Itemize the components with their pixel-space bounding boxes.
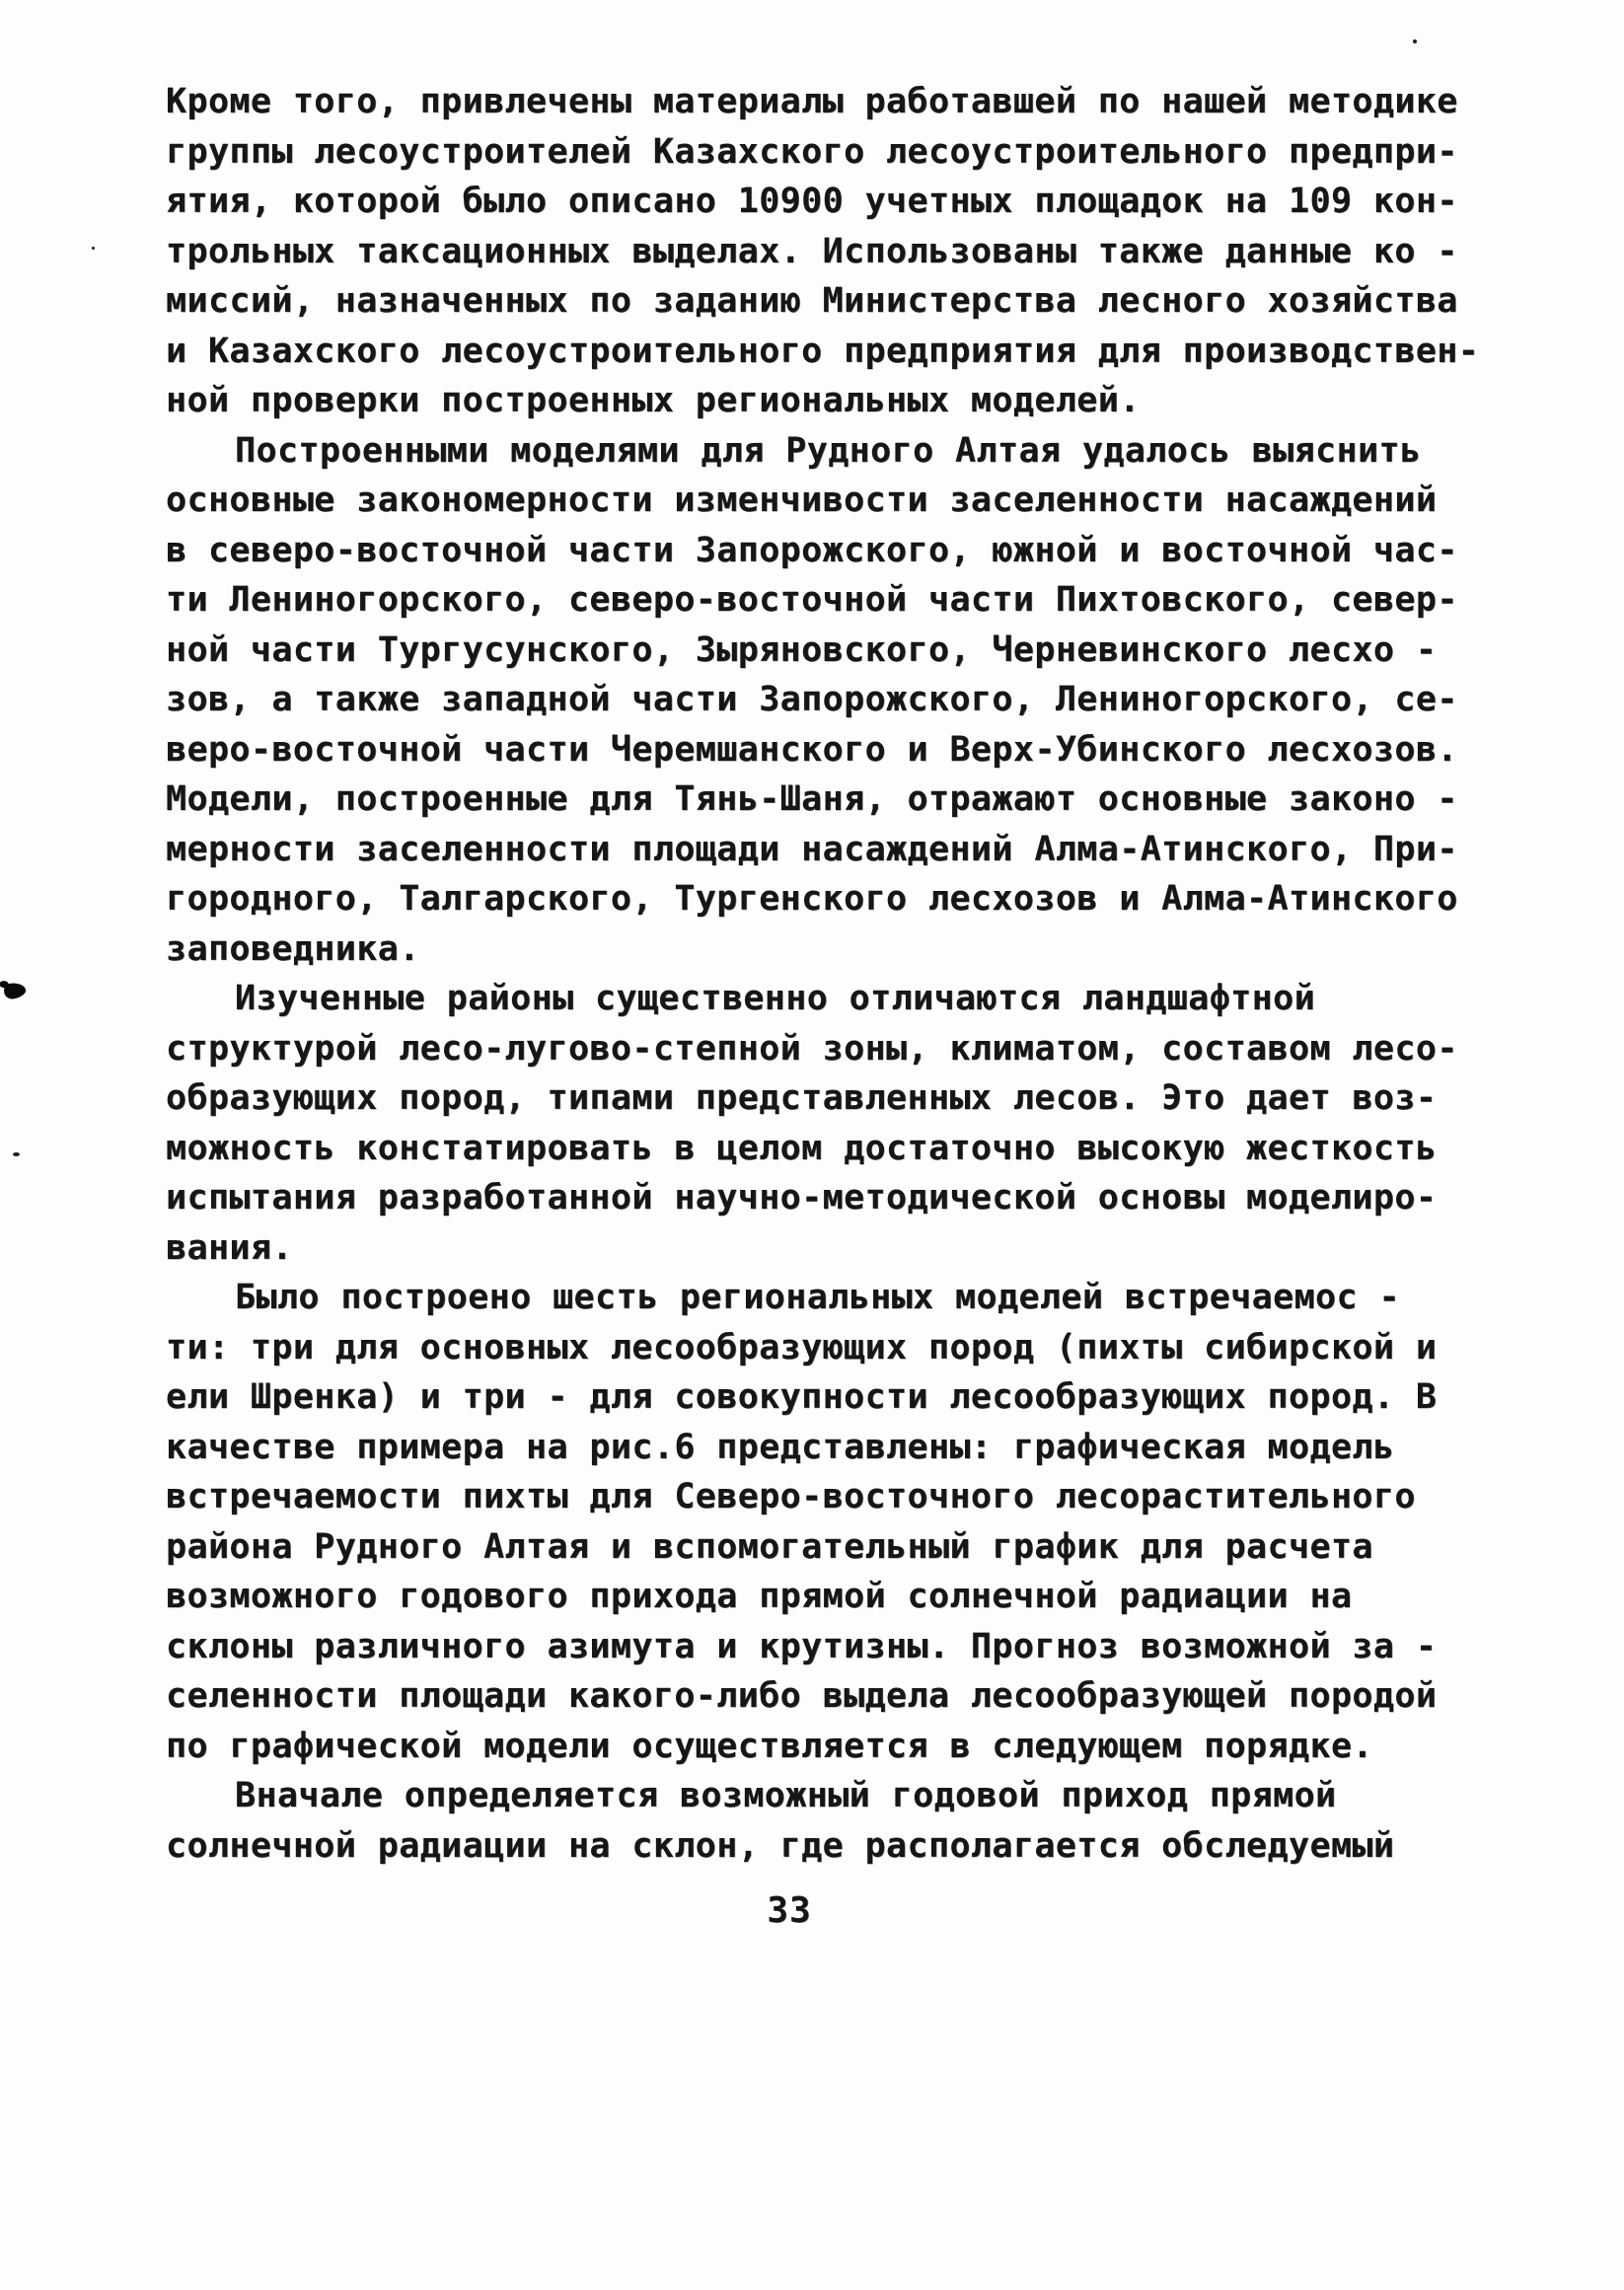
text-line: миссий, назначенных по заданию Министерства лесного хозяйства [166, 281, 1458, 321]
text-line: ной части Тургусунского, Зыряновского, Черневинского лесхо - [166, 629, 1438, 670]
text-line: качестве примера на рис.6 представлены: графическая модель [166, 1427, 1395, 1467]
text-line: Модели, построенные для Тянь-Шаня, отражают основные законо - [166, 779, 1458, 819]
page-number: 33 [767, 1890, 812, 1931]
margin-ink-blot-mark [3, 981, 28, 1000]
text-line: основные закономерности изменчивости заселенности насаждений [166, 480, 1438, 520]
text-line: и Казахского лесоустроительного предприятия для производствен- [166, 331, 1480, 371]
paragraph-5 [166, 1771, 1488, 1871]
text-line: трольных таксационных выделах. Использованы также данные ко - [166, 231, 1458, 271]
text-line: солнечной радиации на склон, где располагается обследуемый [166, 1825, 1395, 1866]
text-line: структурой лесо-лугово-степной зоны, климатом, составом лесо- [166, 1028, 1458, 1069]
text-line: можность констатировать в целом достаточно высокую жесткость [166, 1128, 1438, 1168]
text-line: Построенными моделями для Рудного Алтая удалось выяснить [235, 430, 1422, 471]
text-line: по графической модели осуществляется в следующем порядке. [166, 1726, 1373, 1766]
text-line: Вначале определяется возможный годовой приход прямой [235, 1776, 1337, 1815]
text-line: мерности заселенности площади насаждений Алма-Атинского, При- [166, 829, 1458, 869]
text-line: ятия, которой было описано 10900 учетных площадок на 109 кон- [166, 182, 1458, 221]
text-line: городного, Талгарского, Тургенского лесхозов и Алма-Атинского [166, 879, 1458, 919]
text-line: Кроме того, привлечены материалы работавшей по нашей методике [166, 82, 1458, 121]
text-line: заповедника. [166, 928, 420, 969]
text-line: испытания разработанной научно-методической основы моделиро- [166, 1178, 1438, 1218]
text-line: в северо-восточной части Запорожского, южной и восточной час- [166, 530, 1458, 570]
text-line: ели Шренка) и три - для совокупности лесообразующих пород. В [166, 1377, 1438, 1417]
text-line: группы лесоустроителей Казахского лесоустроительного предпри- [166, 131, 1458, 172]
text-line: Изученные районы существенно отличаются ландшафтной [235, 979, 1316, 1018]
text-line: ной проверки построенных региональных моделей. [166, 381, 1141, 420]
paragraph-3 [166, 974, 1488, 1273]
paragraph-1 [166, 77, 1488, 426]
text-line: зов, а также западной части Запорожского, Лениногорского, се- [166, 680, 1458, 719]
paragraph-2 [166, 426, 1488, 975]
scan-speckle [13, 1152, 20, 1156]
text-line: образующих пород, типами представленных лесов. Это дает воз- [166, 1078, 1438, 1118]
paragraph-4 [166, 1273, 1488, 1771]
text-line: Было построено шесть региональных моделей встречаемос - [235, 1278, 1400, 1317]
text-line: склоны различного азимута и крутизны. Прогноз возможной за - [166, 1626, 1438, 1666]
text-line: вания. [166, 1227, 293, 1268]
text-line: веро-восточной части Черемшанского и Верх-Убинского лесхозов. [166, 729, 1458, 770]
text-line: ти: три для основных лесообразующих пород (пихты сибирской и [166, 1327, 1438, 1367]
text-line: встречаемости пихты для Северо-восточного лесорастительного [166, 1477, 1416, 1516]
scan-speckle [1413, 39, 1417, 43]
text-line: возможного годового прихода прямой солнечной радиации на [166, 1577, 1353, 1616]
scan-speckle [92, 247, 95, 250]
text-line: ти Лениногорского, северо-восточной части Пихтовского, север- [166, 580, 1458, 620]
body-text-block [166, 77, 1488, 1871]
text-line: селенности площади какого-либо выдела лесообразующей породой [166, 1676, 1438, 1716]
text-line: района Рудного Алтая и вспомогательный график для расчета [166, 1526, 1373, 1567]
